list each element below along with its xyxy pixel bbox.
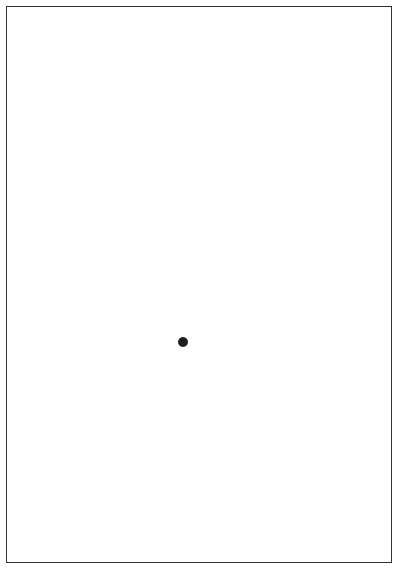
postscript-column <box>213 55 235 565</box>
text-column-5 <box>241 31 263 541</box>
text-column-2 <box>325 31 347 541</box>
text-column-3 <box>297 31 319 541</box>
document-page <box>6 6 392 563</box>
text-column-7 <box>185 31 207 541</box>
text-column-4 <box>269 31 291 541</box>
author-bullet <box>178 337 188 347</box>
text-column-1 <box>353 31 375 541</box>
text-column-9 <box>129 31 151 541</box>
source-note-column <box>157 235 179 541</box>
